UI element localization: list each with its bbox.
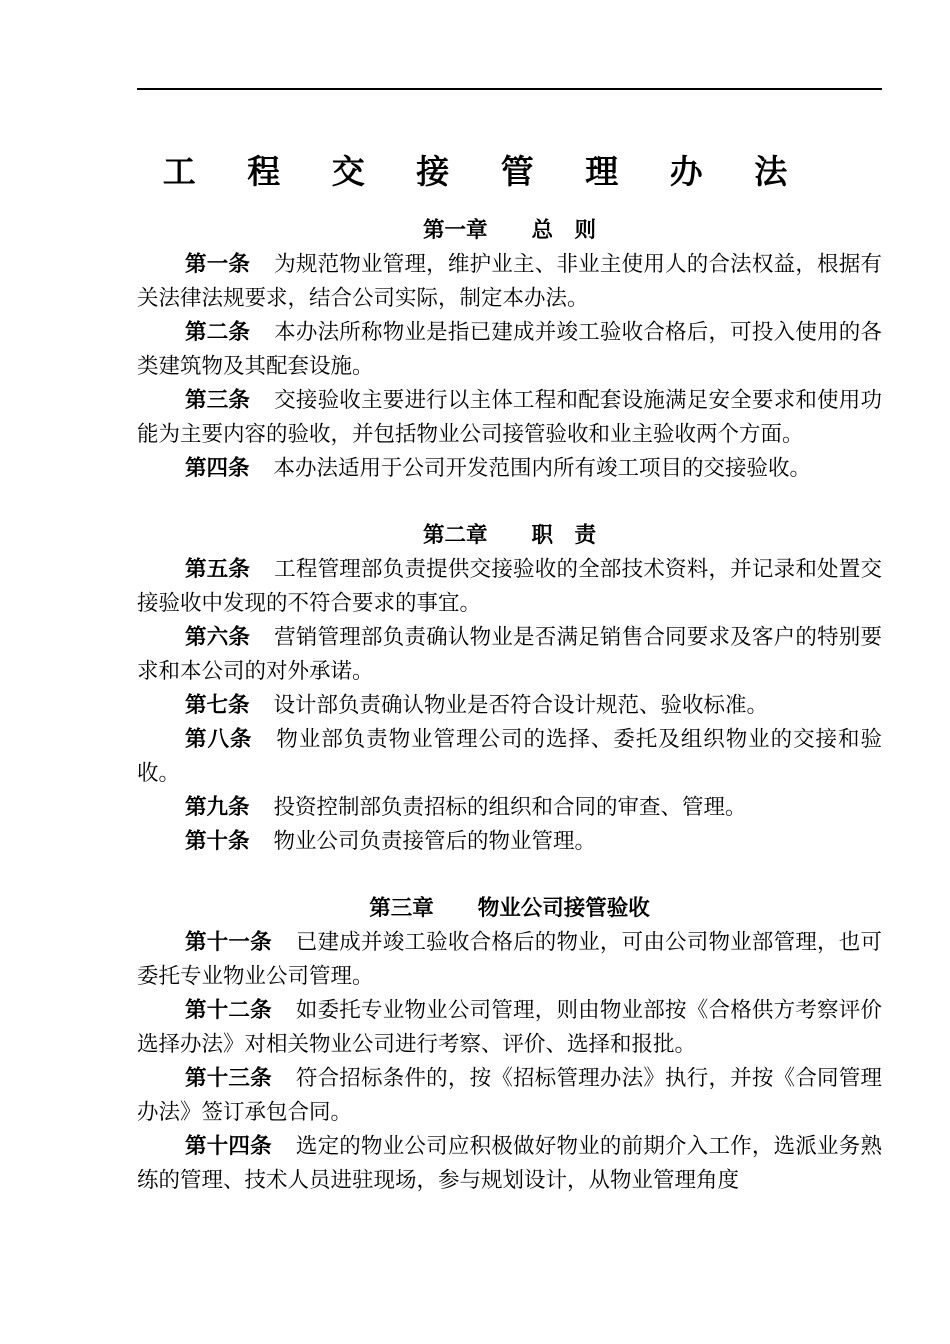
article-text: 符合招标条件的，按《招标管理办法》执行，并按《合同管理办法》签订承包合同。 bbox=[137, 1066, 882, 1125]
article-text: 投资控制部负责招标的组织和合同的审查、管理。 bbox=[273, 795, 747, 820]
document-body bbox=[137, 214, 882, 1198]
chapter-heading: 第二章 职 责 bbox=[422, 523, 597, 548]
article bbox=[137, 926, 882, 994]
article-text: 设计部负责确认物业是否符合设计规范、验收标准。 bbox=[273, 693, 769, 718]
chapter-heading: 第三章 物业公司接管验收 bbox=[369, 896, 650, 921]
article bbox=[137, 553, 882, 621]
article-label: 第十一条 bbox=[185, 930, 272, 955]
article-label: 第六条 bbox=[185, 625, 251, 650]
article-label: 第八条 bbox=[185, 727, 253, 752]
article-text: 选定的物业公司应积极做好物业的前期介入工作，选派业务熟练的管理、技术人员进驻现场，参与规划设计，从物业管理角度 bbox=[137, 1134, 882, 1193]
article-label: 第五条 bbox=[185, 557, 251, 582]
article-text: 本办法适用于公司开发范围内所有竣工项目的交接验收。 bbox=[273, 456, 812, 481]
article bbox=[137, 689, 882, 723]
article-text: 营销管理部负责确认物业是否满足销售合同要求及客户的特别要求和本公司的对外承诺。 bbox=[137, 625, 882, 684]
document-title: 工 程 交 接 管 理 办 法 bbox=[162, 152, 808, 192]
article bbox=[137, 316, 882, 384]
article bbox=[137, 384, 882, 452]
header-rule bbox=[137, 88, 882, 90]
article-label: 第十三条 bbox=[185, 1066, 272, 1091]
article-text: 为规范物业管理，维护业主、非业主使用人的合法权益，根据有关法律法规要求，结合公司实际，制定本办法。 bbox=[137, 252, 882, 311]
article-text: 本办法所称物业是指已建成并竣工验收合格后，可投入使用的各类建筑物及其配套设施。 bbox=[137, 320, 882, 379]
article-label: 第二条 bbox=[185, 320, 251, 345]
article-label: 第三条 bbox=[185, 388, 251, 413]
article bbox=[137, 621, 882, 689]
article-label: 第一条 bbox=[185, 252, 251, 277]
article bbox=[137, 1130, 882, 1198]
article-label: 第七条 bbox=[185, 693, 250, 718]
article-text: 已建成并竣工验收合格后的物业，可由公司物业部管理，也可委托专业物业公司管理。 bbox=[137, 930, 882, 989]
article-text: 物业公司负责接管后的物业管理。 bbox=[273, 829, 597, 854]
article bbox=[137, 1062, 882, 1130]
article-label: 第十四条 bbox=[185, 1134, 272, 1159]
article bbox=[137, 452, 882, 486]
chapter-heading: 第一章 总 则 bbox=[422, 218, 597, 243]
article bbox=[137, 791, 882, 825]
article bbox=[137, 825, 882, 859]
article bbox=[137, 994, 882, 1062]
article bbox=[137, 723, 882, 791]
article-text: 如委托专业物业公司管理，则由物业部按《合格供方考察评价选择办法》对相关物业公司进行考察、评价、选择和报批。 bbox=[137, 998, 882, 1057]
article bbox=[137, 248, 882, 316]
article-text: 物业部负责物业管理公司的选择、委托及组织物业的交接和验收。 bbox=[137, 727, 882, 786]
article-label: 第四条 bbox=[185, 456, 250, 481]
article-label: 第十二条 bbox=[185, 998, 272, 1023]
article-label: 第十条 bbox=[185, 829, 250, 854]
article-text: 工程管理部负责提供交接验收的全部技术资料，并记录和处置交接验收中发现的不符合要求的事宜。 bbox=[137, 557, 882, 616]
article-text: 交接验收主要进行以主体工程和配套设施满足安全要求和使用功能为主要内容的验收，并包括物业公司接管验收和业主验收两个方面。 bbox=[137, 388, 882, 447]
article-label: 第九条 bbox=[185, 795, 250, 820]
